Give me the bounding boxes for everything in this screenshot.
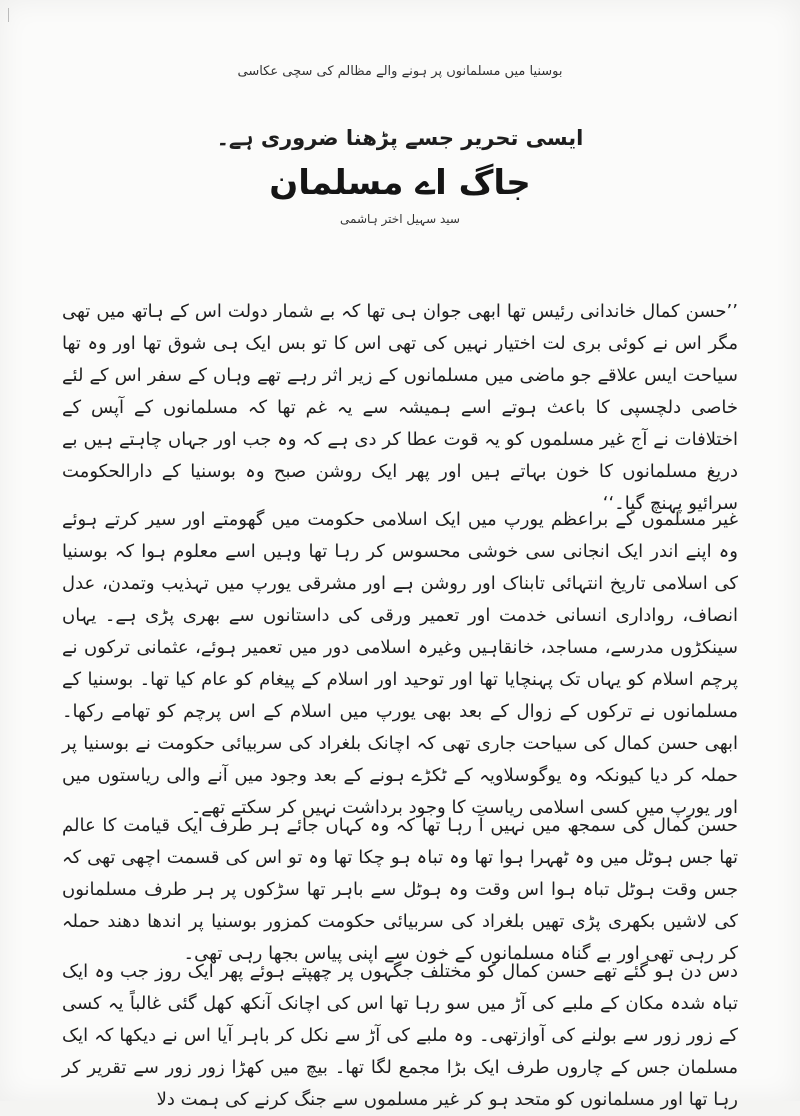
paragraph-1: ’’حسن کمال خاندانی رئیس تھا ابھی جوان ہی تھا کہ بے شمار دولت اس کے ہاتھ میں تھی مگر اس نے کوئی بری لت اختیار نہیں کی تھی اس کا تو بس ایک ہی شوق تھا اور وہ تھا سیاحت ایس علاقے جو ماضی میں مسلمانوں کے زیر اثر رہے تھے وہاں کے سفر اس کے لئے خاصی دلچسپی کا باعث ہوتے اسے ہمیشہ سے یہ غم تھا کہ مسلمانوں کے آپس کے اختلافات نے آج غیر مسلموں کو یہ قوت عطا کر دی ہے کہ وہ جب اور جہاں چاہتے ہیں بے دریغ مسلمانوں کا خون بہاتے ہیں اور پھر ایک روشن صبح وہ بوسنیا کے دارالحکومت سرائیو پہنچ گیا۔‘‘ xyxy=(62,301,738,514)
page-edge-mark xyxy=(8,8,15,22)
paragraph-4: دس دن ہو گئے تھے حسن کمال کو مختلف جگہوں پر چھپتے ہوئے پھر ایک روز جب وہ ایک تباہ شدہ مکان کے ملبے کی آڑ میں سو رہا تھا اس کی اچانک آنکھ کھل گئی غالباً یہ کسی کے زور زور سے بولنے کی آوازتھی۔ وہ ملبے کی آڑ سے نکل کر باہر آیا اس نے دیکھا کہ ایک مسلمان جس کے چاروں طرف ایک بڑا مجمع لگا تھا۔ بیچ میں کھڑا زور زور سے تقریر کر رہا تھا اور مسلمانوں کو متحد ہو کر غیر مسلموں سے جنگ کرنے کی ہمت دلا xyxy=(62,961,738,1110)
article-title: جاگ اے مسلمان xyxy=(269,163,531,203)
paragraph-3: حسن کمال کی سمجھ میں نہیں آ رہا تھا کہ وہ کہاں جائے ہر طرف ایک قیامت کا عالم تھا جس ہوٹل میں وہ ٹھہرا ہوا تھا وہ تباہ ہو چکا تھا وہ تو اس کی قسمت اچھی تھی کہ جس وقت ہوٹل تباہ ہوا اس وقت وہ ہوٹل سے باہر تھا سڑکوں پر ہر طرف مسلمانوں کی لاشیں بکھری پڑی تھیں بلغراد کی سربیائی حکومت کمزور بوسنیا پر اندھا دھند حملہ کر رہی تھی اور بے گناہ مسلمانوں کے خون سے اپنی پیاس بجھا رہی تھی۔ xyxy=(62,815,738,964)
paragraph-2: غیر مسلموں کے براعظم یورپ میں ایک اسلامی حکومت میں گھومتے اور سیر کرتے ہوئے وہ اپنے اندر ایک انجانی سی خوشی محسوس کر رہا تھا وہیں اسے معلوم ہوا کہ بوسنیا کی اسلامی تاریخ انتہائی تابناک اور روشن ہے اور مشرقی یورپ میں تہذیب وتمدن، عدل انصاف، رواداری انسانی خدمت اور تعمیر ورقی کی داستانوں سے بھری پڑی ہے۔ یہاں سینکڑوں مدرسے، مساجد، خانقاہیں وغیرہ اسلامی دور میں تعمیر ہوئے، عثمانی ترکوں نے پرچم اسلام کو یہاں تک پہنچایا تھا اور توحید اور اسلام کے پیغام کو عام کیا تھا۔ بوسنیا کے مسلمانوں نے ترکوں کے زوال کے بعد بھی یورپ میں اسلام کے اس پرچم کو تھامے رکھا۔ ابھی حسن کمال کی سیاحت جاری تھی کہ اچانک بلغراد کی سربیائی حکومت نے بوسنیا پر حملہ کر دیا کیونکہ وہ یوگوسلاویہ کے ٹکڑے ہونے کے بعد وجود میں آنے والی ریاستوں میں اور یورپ میں کسی اسلامی ریاست کا وجود برداشت نہیں کر سکتے تھے۔ xyxy=(62,509,738,818)
header-caption: بوسنیا میں مسلمانوں پر ہونے والے مظالم کی سچی عکاسی xyxy=(237,64,563,79)
intro-line: ایسی تحریر جسے پڑھنا ضروری ہے۔ xyxy=(216,126,584,150)
author-byline: سید سہیل اختر ہاشمی xyxy=(340,212,460,226)
